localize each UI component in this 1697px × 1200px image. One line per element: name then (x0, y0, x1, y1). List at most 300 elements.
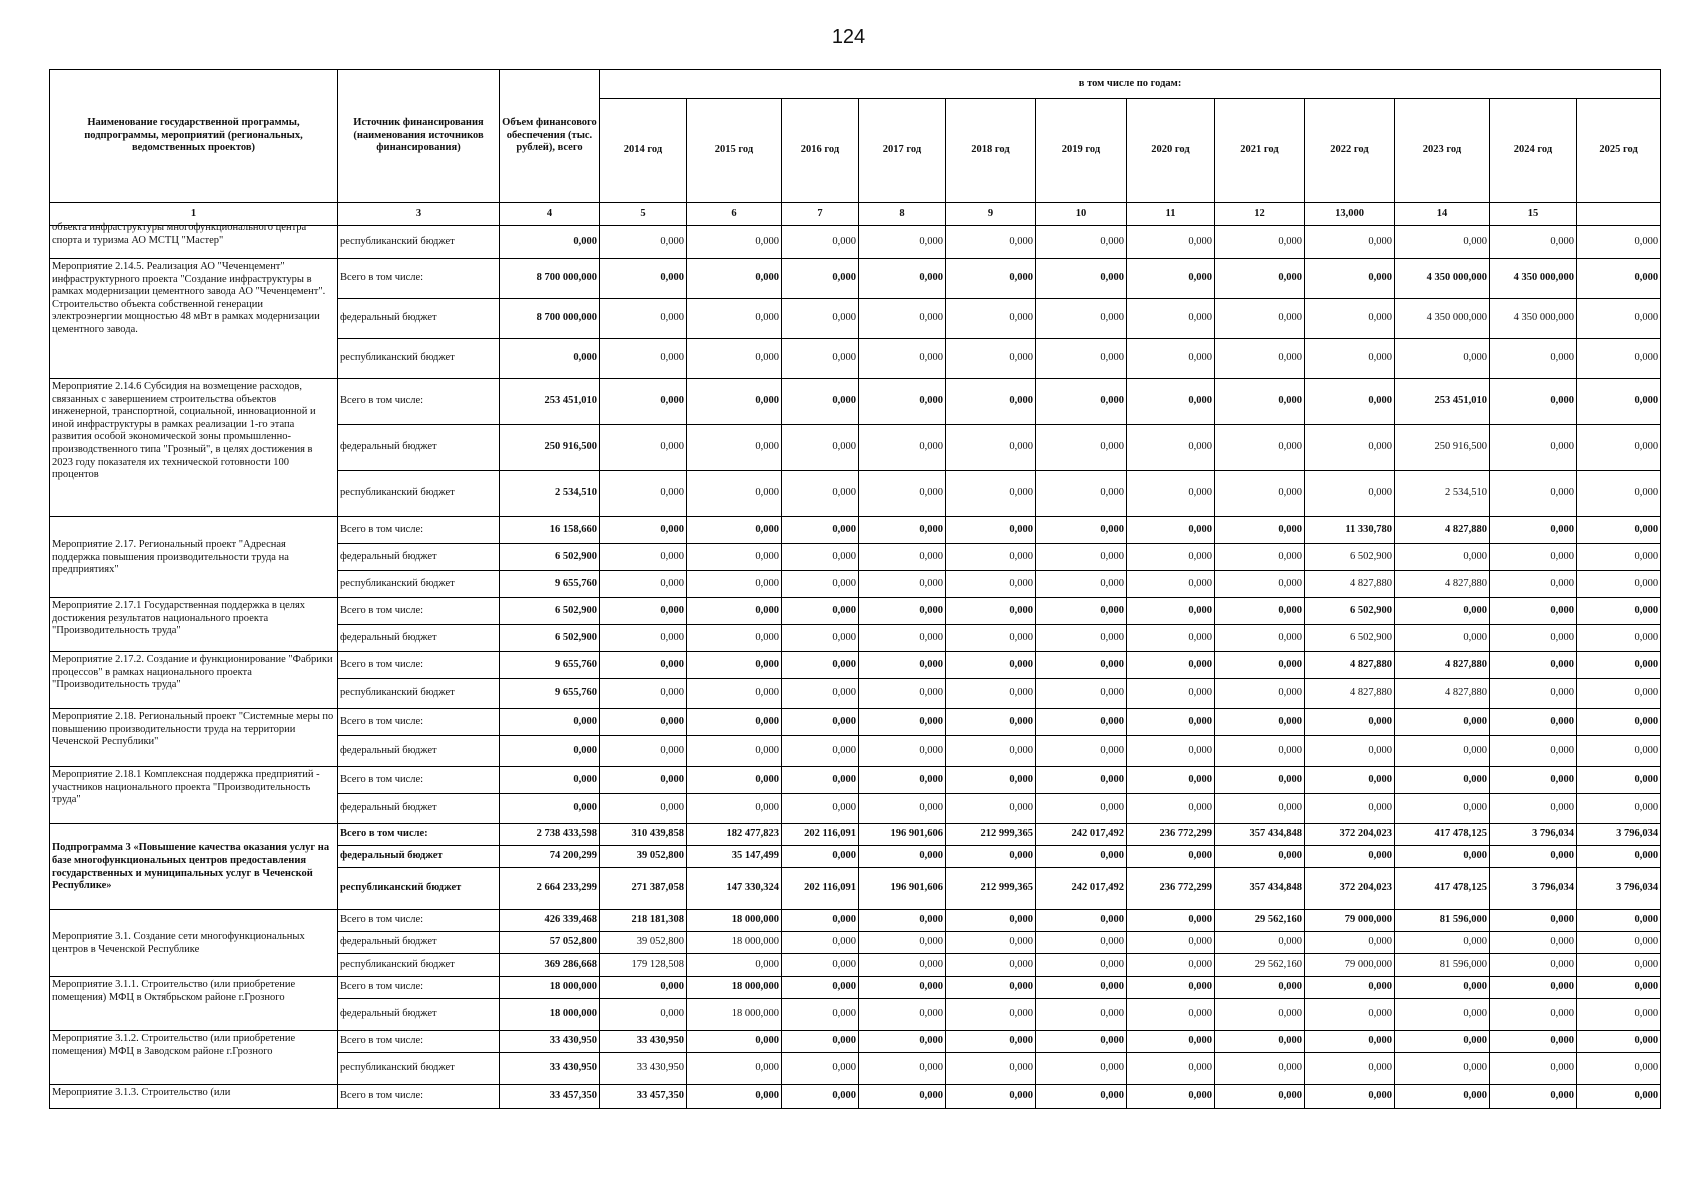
year-value-cell: 0,000 (782, 652, 859, 679)
year-value-cell: 0,000 (1127, 932, 1215, 954)
year-value-cell: 0,000 (859, 679, 946, 709)
year-value-cell: 0,000 (1395, 598, 1490, 625)
year-value-cell: 0,000 (687, 1085, 782, 1109)
column-number (1577, 203, 1661, 226)
year-value-cell: 0,000 (782, 954, 859, 977)
year-value-cell: 0,000 (1395, 736, 1490, 767)
funding-source: Всего в том числе: (338, 824, 500, 846)
year-header: 2019 год (1036, 99, 1127, 203)
year-value-cell: 0,000 (1127, 709, 1215, 736)
year-value-cell: 0,000 (1577, 736, 1661, 767)
year-value-cell: 2 534,510 (1395, 471, 1490, 517)
year-value-cell: 4 827,880 (1395, 679, 1490, 709)
year-value-cell: 0,000 (1127, 544, 1215, 571)
table-row (50, 709, 1661, 736)
year-value-cell: 0,000 (1577, 226, 1661, 259)
year-value-cell: 0,000 (1127, 259, 1215, 299)
year-value-cell: 0,000 (1215, 471, 1305, 517)
year-value-cell: 0,000 (782, 299, 859, 339)
year-value-cell: 0,000 (1036, 652, 1127, 679)
year-value-cell: 0,000 (687, 954, 782, 977)
year-value-cell: 0,000 (946, 1031, 1036, 1053)
year-value-cell: 0,000 (1577, 571, 1661, 598)
year-value-cell: 4 350 000,000 (1490, 299, 1577, 339)
year-value-cell: 417 478,125 (1395, 868, 1490, 910)
year-header: 2020 год (1127, 99, 1215, 203)
year-value-cell: 0,000 (1215, 226, 1305, 259)
year-value-cell: 0,000 (1036, 259, 1127, 299)
year-value-cell: 0,000 (1395, 226, 1490, 259)
year-value-cell: 0,000 (1036, 910, 1127, 932)
total-volume-cell: 253 451,010 (500, 379, 600, 425)
program-name-text: Мероприятие 2.17.1 Государственная поддержка в целях достижения результатов национального проекта "Производительность труда" (52, 600, 306, 637)
program-name-text: Мероприятие 2.18. Региональный проект "Системные меры по повышению производительности труда на территории Чеченской Республики" (52, 711, 334, 748)
year-value-cell: 0,000 (782, 767, 859, 794)
year-value-cell: 0,000 (1490, 517, 1577, 544)
year-value-cell: 0,000 (859, 999, 946, 1031)
year-value-cell: 0,000 (1036, 1085, 1127, 1109)
program-name (50, 598, 338, 652)
year-value-cell: 3 796,034 (1577, 868, 1661, 910)
funding-source: федеральный бюджет (338, 846, 500, 868)
year-value-cell: 242 017,492 (1036, 868, 1127, 910)
year-value-cell: 0,000 (1215, 652, 1305, 679)
year-value-cell: 0,000 (1036, 679, 1127, 709)
column-number: 4 (500, 203, 600, 226)
year-value-cell: 0,000 (1490, 932, 1577, 954)
year-value-cell: 0,000 (859, 652, 946, 679)
year-header: 2023 год (1395, 99, 1490, 203)
year-value-cell: 0,000 (859, 299, 946, 339)
total-volume-cell: 0,000 (500, 226, 600, 259)
table-row (50, 598, 1661, 625)
year-value-cell: 0,000 (1577, 999, 1661, 1031)
funding-source: Всего в том числе: (338, 379, 500, 425)
year-value-cell: 0,000 (600, 425, 687, 471)
year-value-cell: 0,000 (782, 339, 859, 379)
year-value-cell: 357 434,848 (1215, 868, 1305, 910)
year-value-cell: 310 439,858 (600, 824, 687, 846)
year-value-cell: 0,000 (946, 999, 1036, 1031)
year-value-cell: 0,000 (1036, 517, 1127, 544)
year-value-cell: 0,000 (687, 379, 782, 425)
funding-source: республиканский бюджет (338, 868, 500, 910)
year-value-cell: 0,000 (946, 598, 1036, 625)
year-value-cell: 0,000 (946, 571, 1036, 598)
year-value-cell: 0,000 (946, 226, 1036, 259)
budget-table-container (49, 69, 1659, 1165)
year-value-cell: 0,000 (1036, 999, 1127, 1031)
year-value-cell: 0,000 (1127, 1031, 1215, 1053)
funding-source: Всего в том числе: (338, 1031, 500, 1053)
table-row (50, 652, 1661, 679)
program-name (50, 1085, 338, 1109)
year-value-cell: 0,000 (687, 1031, 782, 1053)
year-value-cell: 0,000 (782, 1085, 859, 1109)
column-number: 12 (1215, 203, 1305, 226)
total-volume-cell: 18 000,000 (500, 977, 600, 999)
year-value-cell: 0,000 (1127, 954, 1215, 977)
header-volume: Объем финансового обеспечения (тыс. рублей), всего (500, 70, 600, 203)
year-value-cell: 0,000 (1490, 910, 1577, 932)
year-value-cell: 0,000 (600, 339, 687, 379)
year-value-cell: 0,000 (946, 932, 1036, 954)
year-value-cell: 0,000 (782, 517, 859, 544)
year-value-cell: 0,000 (946, 425, 1036, 471)
year-value-cell: 11 330,780 (1305, 517, 1395, 544)
year-value-cell: 0,000 (1215, 709, 1305, 736)
year-value-cell: 18 000,000 (687, 910, 782, 932)
year-value-cell: 0,000 (1395, 846, 1490, 868)
funding-source: федеральный бюджет (338, 625, 500, 652)
year-value-cell: 0,000 (1577, 709, 1661, 736)
year-value-cell: 0,000 (1127, 379, 1215, 425)
year-value-cell: 0,000 (1036, 425, 1127, 471)
year-value-cell: 218 181,308 (600, 910, 687, 932)
column-number: 10 (1036, 203, 1127, 226)
year-value-cell: 81 596,000 (1395, 954, 1490, 977)
year-value-cell: 0,000 (1490, 977, 1577, 999)
year-value-cell: 0,000 (1127, 999, 1215, 1031)
year-value-cell: 0,000 (1127, 1053, 1215, 1085)
year-value-cell: 0,000 (946, 846, 1036, 868)
year-value-cell: 212 999,365 (946, 824, 1036, 846)
year-value-cell: 0,000 (1127, 652, 1215, 679)
year-value-cell: 0,000 (1127, 736, 1215, 767)
table-row (50, 259, 1661, 299)
year-value-cell: 0,000 (859, 517, 946, 544)
year-value-cell: 6 502,900 (1305, 625, 1395, 652)
year-value-cell: 271 387,058 (600, 868, 687, 910)
year-value-cell: 0,000 (1490, 954, 1577, 977)
year-value-cell: 0,000 (1490, 679, 1577, 709)
year-value-cell: 0,000 (1215, 977, 1305, 999)
year-value-cell: 4 350 000,000 (1490, 259, 1577, 299)
year-value-cell: 0,000 (859, 1085, 946, 1109)
year-value-cell: 0,000 (782, 379, 859, 425)
year-value-cell: 0,000 (1215, 932, 1305, 954)
year-value-cell: 0,000 (600, 679, 687, 709)
year-value-cell: 0,000 (1577, 977, 1661, 999)
year-value-cell: 0,000 (1490, 471, 1577, 517)
year-value-cell: 0,000 (782, 736, 859, 767)
total-volume-cell: 33 430,950 (500, 1031, 600, 1053)
table-row (50, 977, 1661, 999)
year-value-cell: 0,000 (946, 259, 1036, 299)
program-name-text: Мероприятие 3.1.3. Строительство (или (52, 1087, 231, 1098)
year-value-cell: 0,000 (1490, 598, 1577, 625)
table-row (50, 910, 1661, 932)
year-value-cell: 0,000 (1127, 425, 1215, 471)
year-value-cell: 0,000 (946, 544, 1036, 571)
year-value-cell: 0,000 (1577, 259, 1661, 299)
total-volume-cell: 0,000 (500, 709, 600, 736)
year-value-cell: 0,000 (782, 598, 859, 625)
year-value-cell: 0,000 (1305, 299, 1395, 339)
year-value-cell: 0,000 (1127, 517, 1215, 544)
funding-source: Всего в том числе: (338, 767, 500, 794)
year-value-cell: 0,000 (1127, 977, 1215, 999)
year-header: 2015 год (687, 99, 782, 203)
year-value-cell: 0,000 (687, 339, 782, 379)
year-value-cell: 0,000 (1036, 794, 1127, 824)
year-value-cell: 0,000 (687, 571, 782, 598)
year-value-cell: 0,000 (1305, 767, 1395, 794)
total-volume-cell: 8 700 000,000 (500, 299, 600, 339)
year-value-cell: 0,000 (782, 1053, 859, 1085)
year-value-cell: 0,000 (1127, 471, 1215, 517)
total-volume-cell: 0,000 (500, 794, 600, 824)
year-value-cell: 0,000 (946, 517, 1036, 544)
year-value-cell: 0,000 (600, 226, 687, 259)
total-volume-cell: 0,000 (500, 339, 600, 379)
year-value-cell: 0,000 (1036, 226, 1127, 259)
year-value-cell: 0,000 (859, 571, 946, 598)
year-value-cell: 0,000 (946, 679, 1036, 709)
year-value-cell: 0,000 (1036, 598, 1127, 625)
year-value-cell: 0,000 (1305, 1085, 1395, 1109)
year-value-cell: 0,000 (687, 259, 782, 299)
year-value-cell: 236 772,299 (1127, 824, 1215, 846)
funding-source: федеральный бюджет (338, 794, 500, 824)
year-value-cell: 0,000 (859, 954, 946, 977)
year-value-cell: 0,000 (859, 932, 946, 954)
year-value-cell: 0,000 (782, 910, 859, 932)
year-value-cell: 0,000 (1036, 379, 1127, 425)
budget-table (49, 69, 1661, 1109)
year-value-cell: 0,000 (1036, 471, 1127, 517)
year-value-cell: 0,000 (600, 517, 687, 544)
year-value-cell: 0,000 (1215, 339, 1305, 379)
table-row (50, 379, 1661, 425)
year-value-cell: 0,000 (1215, 999, 1305, 1031)
year-value-cell: 0,000 (1036, 977, 1127, 999)
year-value-cell: 0,000 (782, 226, 859, 259)
funding-source: Всего в том числе: (338, 709, 500, 736)
year-value-cell: 0,000 (1305, 736, 1395, 767)
column-number: 9 (946, 203, 1036, 226)
year-value-cell: 0,000 (946, 339, 1036, 379)
year-value-cell: 0,000 (1577, 425, 1661, 471)
funding-source: Всего в том числе: (338, 598, 500, 625)
year-value-cell: 0,000 (1395, 709, 1490, 736)
program-name (50, 1031, 338, 1085)
year-value-cell: 0,000 (1215, 544, 1305, 571)
table-row (50, 1085, 1661, 1109)
program-name-text: Мероприятие 2.14.6 Субсидия на возмещение расходов, связанных с завершением строительства объектов инженерной, транспортной, социальной, инновационной и иной инфраструктуры в рамках реализации 1-го этапа развития особой экономической зоны промышленно-производственного типа "Грозный", в целях достижения в 2023 году показателя их технической готовности 100 процентов (52, 381, 316, 481)
funding-source: федеральный бюджет (338, 425, 500, 471)
year-value-cell: 29 562,160 (1215, 910, 1305, 932)
program-name (50, 910, 338, 977)
year-value-cell: 0,000 (1215, 259, 1305, 299)
year-value-cell: 0,000 (1395, 932, 1490, 954)
year-value-cell: 0,000 (687, 226, 782, 259)
total-volume-cell: 9 655,760 (500, 679, 600, 709)
total-volume-cell: 2 738 433,598 (500, 824, 600, 846)
year-value-cell: 0,000 (1577, 679, 1661, 709)
year-value-cell: 0,000 (1215, 379, 1305, 425)
year-value-cell: 0,000 (1215, 767, 1305, 794)
year-value-cell: 0,000 (1215, 425, 1305, 471)
year-value-cell: 357 434,848 (1215, 824, 1305, 846)
year-value-cell: 0,000 (946, 379, 1036, 425)
page-number: 124 (831, 26, 866, 48)
year-value-cell: 0,000 (782, 471, 859, 517)
total-volume-cell: 57 052,800 (500, 932, 600, 954)
year-value-cell: 0,000 (1490, 571, 1577, 598)
year-value-cell: 4 350 000,000 (1395, 299, 1490, 339)
year-value-cell: 0,000 (1577, 846, 1661, 868)
year-value-cell: 0,000 (1305, 977, 1395, 999)
year-value-cell: 0,000 (687, 425, 782, 471)
funding-source: Всего в том числе: (338, 517, 500, 544)
year-value-cell: 0,000 (1215, 794, 1305, 824)
year-value-cell: 242 017,492 (1036, 824, 1127, 846)
year-value-cell: 0,000 (859, 1053, 946, 1085)
total-volume-cell: 9 655,760 (500, 652, 600, 679)
year-value-cell: 0,000 (1127, 571, 1215, 598)
year-value-cell: 0,000 (782, 709, 859, 736)
year-value-cell: 0,000 (782, 259, 859, 299)
year-value-cell: 0,000 (1036, 625, 1127, 652)
year-value-cell: 0,000 (1215, 1085, 1305, 1109)
year-value-cell: 6 502,900 (1305, 544, 1395, 571)
year-value-cell: 0,000 (1127, 679, 1215, 709)
year-value-cell: 0,000 (1127, 339, 1215, 379)
year-value-cell: 0,000 (1490, 736, 1577, 767)
year-value-cell: 0,000 (1215, 679, 1305, 709)
year-value-cell: 0,000 (687, 299, 782, 339)
funding-source: Всего в том числе: (338, 652, 500, 679)
year-value-cell: 0,000 (859, 226, 946, 259)
year-value-cell: 0,000 (1395, 794, 1490, 824)
program-name-text: объекта инфраструктуры многофункционального центра спорта и туризма АО МСТЦ "Мастер" (52, 222, 307, 246)
total-volume-cell: 6 502,900 (500, 598, 600, 625)
year-value-cell: 0,000 (1305, 339, 1395, 379)
year-value-cell: 0,000 (1490, 767, 1577, 794)
program-name-text: Мероприятие 2.14.5. Реализация АО "Чеченцемент" инфраструктурного проекта "Создание инфраструктуры в рамках модернизации цементного завода АО "Чеченцемент". Строительство объекта собственной генерации электроэнергии мощностью 48 мВт в рамках модернизации цементного завода. (52, 261, 326, 335)
year-value-cell: 0,000 (1215, 736, 1305, 767)
table-body (50, 222, 1661, 1109)
year-value-cell: 79 000,000 (1305, 954, 1395, 977)
year-value-cell: 0,000 (782, 425, 859, 471)
year-value-cell: 0,000 (1490, 999, 1577, 1031)
year-value-cell: 0,000 (1305, 379, 1395, 425)
total-volume-cell: 9 655,760 (500, 571, 600, 598)
year-value-cell: 0,000 (859, 379, 946, 425)
year-header: 2018 год (946, 99, 1036, 203)
year-value-cell: 0,000 (859, 767, 946, 794)
year-value-cell: 0,000 (1305, 471, 1395, 517)
funding-source: федеральный бюджет (338, 299, 500, 339)
year-value-cell: 0,000 (600, 259, 687, 299)
year-value-cell: 4 827,880 (1305, 571, 1395, 598)
year-value-cell: 0,000 (1395, 1085, 1490, 1109)
year-value-cell: 29 562,160 (1215, 954, 1305, 977)
column-number: 14 (1395, 203, 1490, 226)
year-value-cell: 0,000 (1490, 425, 1577, 471)
year-value-cell: 372 204,023 (1305, 824, 1395, 846)
year-value-cell: 0,000 (1127, 299, 1215, 339)
year-value-cell: 0,000 (859, 598, 946, 625)
year-value-cell: 0,000 (946, 1085, 1036, 1109)
year-value-cell: 0,000 (946, 977, 1036, 999)
year-value-cell: 0,000 (600, 471, 687, 517)
year-header: 2016 год (782, 99, 859, 203)
year-value-cell: 35 147,499 (687, 846, 782, 868)
year-value-cell: 0,000 (1490, 544, 1577, 571)
year-value-cell: 0,000 (1036, 767, 1127, 794)
year-value-cell: 0,000 (1490, 625, 1577, 652)
column-number: 3 (338, 203, 500, 226)
year-value-cell: 0,000 (782, 571, 859, 598)
year-value-cell: 0,000 (1490, 709, 1577, 736)
year-value-cell: 0,000 (1036, 571, 1127, 598)
funding-source: республиканский бюджет (338, 471, 500, 517)
total-volume-cell: 8 700 000,000 (500, 259, 600, 299)
year-value-cell: 0,000 (1215, 625, 1305, 652)
year-value-cell: 0,000 (946, 1053, 1036, 1085)
column-number: 5 (600, 203, 687, 226)
year-value-cell: 0,000 (1036, 932, 1127, 954)
year-value-cell: 0,000 (1215, 1031, 1305, 1053)
year-value-cell: 0,000 (1577, 1031, 1661, 1053)
program-name (50, 824, 338, 910)
year-value-cell: 4 827,880 (1395, 517, 1490, 544)
year-value-cell: 0,000 (859, 910, 946, 932)
year-value-cell: 0,000 (782, 794, 859, 824)
year-value-cell: 0,000 (1490, 794, 1577, 824)
funding-source: федеральный бюджет (338, 544, 500, 571)
year-value-cell: 0,000 (600, 999, 687, 1031)
column-number: 11 (1127, 203, 1215, 226)
year-value-cell: 0,000 (946, 709, 1036, 736)
year-value-cell: 0,000 (600, 767, 687, 794)
year-value-cell: 0,000 (859, 471, 946, 517)
year-value-cell: 0,000 (1577, 1085, 1661, 1109)
year-value-cell: 0,000 (1577, 794, 1661, 824)
year-value-cell: 372 204,023 (1305, 868, 1395, 910)
total-volume-cell: 0,000 (500, 767, 600, 794)
year-value-cell: 0,000 (859, 709, 946, 736)
year-value-cell: 196 901,606 (859, 824, 946, 846)
year-value-cell: 0,000 (782, 999, 859, 1031)
year-value-cell: 0,000 (1395, 1031, 1490, 1053)
year-header: 2022 год (1305, 99, 1395, 203)
year-value-cell: 0,000 (1395, 767, 1490, 794)
funding-source: республиканский бюджет (338, 226, 500, 259)
year-value-cell: 250 916,500 (1395, 425, 1490, 471)
year-value-cell: 0,000 (1215, 299, 1305, 339)
funding-source: федеральный бюджет (338, 736, 500, 767)
header-by-years: в том числе по годам: (600, 70, 1661, 99)
year-value-cell: 0,000 (1577, 910, 1661, 932)
year-value-cell: 4 827,880 (1305, 652, 1395, 679)
funding-source: Всего в том числе: (338, 977, 500, 999)
total-volume-cell: 426 339,468 (500, 910, 600, 932)
year-value-cell: 0,000 (946, 652, 1036, 679)
program-name-text: Мероприятие 3.1.1. Строительство (или приобретение помещения) МФЦ в Октябрьском районе г.Грозного (52, 979, 296, 1003)
program-name-text: Мероприятие 3.1.2. Строительство (или приобретение помещения) МФЦ в Заводском районе г.Грозного (52, 1033, 296, 1057)
total-volume-cell: 74 200,299 (500, 846, 600, 868)
total-volume-cell: 369 286,668 (500, 954, 600, 977)
year-header: 2024 год (1490, 99, 1577, 203)
year-value-cell: 0,000 (600, 379, 687, 425)
year-value-cell: 0,000 (782, 1031, 859, 1053)
program-name-text: Мероприятие 2.18.1 Комплексная поддержка предприятий - участников национального проекта "Производительность труда" (52, 769, 320, 806)
year-value-cell: 0,000 (1395, 999, 1490, 1031)
year-value-cell: 417 478,125 (1395, 824, 1490, 846)
